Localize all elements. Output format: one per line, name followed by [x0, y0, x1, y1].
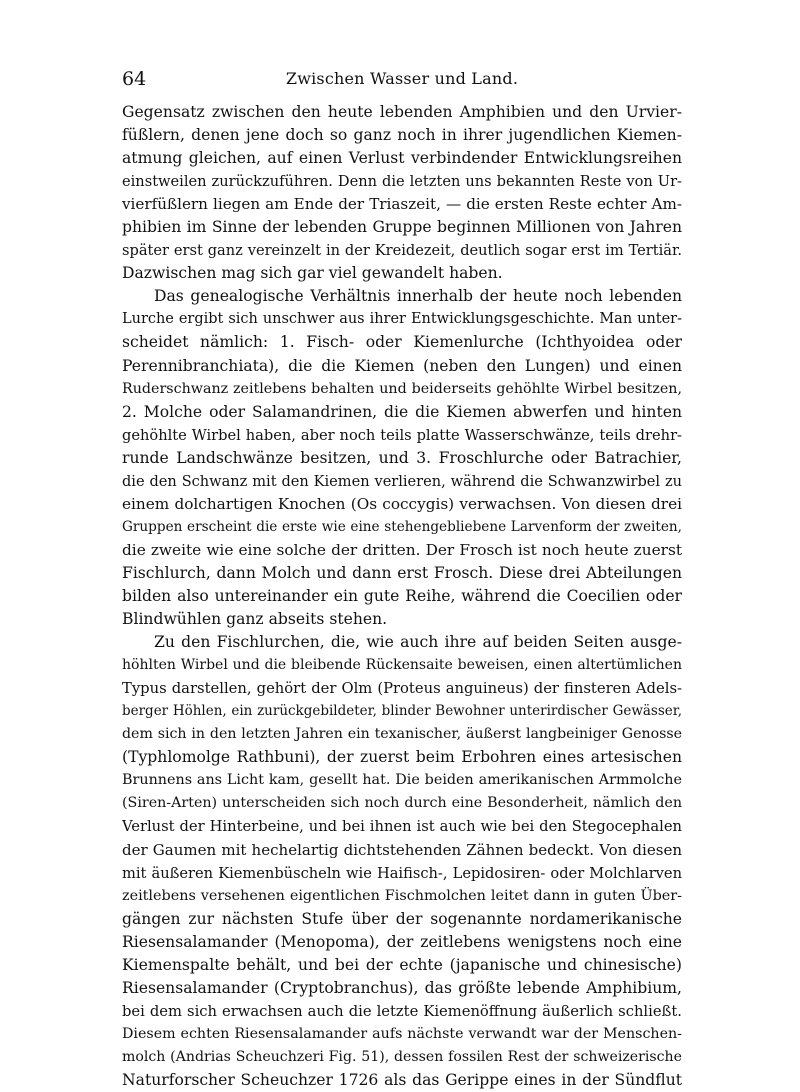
text-line: (Typhlomolge Rathbuni), der zuerst beim Erbohren eines artesischen — [122, 748, 682, 767]
text-line: Riesensalamander (Cryptobranchus), das größte lebende Amphibium, — [122, 978, 682, 997]
text-line: Ruderschwanz zeitlebens behalten und beiderseits gehöhlte Wirbel besitzen, — [122, 380, 682, 397]
text-line: die den Schwanz mit den Kiemen verlieren, während die Schwanzwirbel zu — [122, 472, 682, 490]
text-line: höhlten Wirbel und die bleibende Rückensaite beweisen, einen altertümlichen — [122, 657, 682, 674]
text-line: phibien im Sinne der lebenden Gruppe beginnen Millionen von Jahren — [122, 218, 682, 237]
text-line: Lurche ergibt sich unschwer aus ihrer Entwicklungsgeschichte. Man unter- — [122, 311, 682, 328]
text-line: 2. Molche oder Salamandrinen, die die Kiemen abwerfen und hinten — [122, 402, 682, 421]
text-line: (Siren-Arten) unterscheiden sich noch durch eine Besonderheit, nämlich den — [122, 795, 682, 812]
text-line: später erst ganz vereinzelt in der Kreidezeit, deutlich sogar erst im Tertiär. — [122, 242, 682, 260]
text-line: atmung gleichen, auf einen Verlust verbindender Entwicklungsreihen — [122, 149, 682, 168]
text-line: Diesem echten Riesensalamander aufs nächste verwandt war der Menschen- — [122, 1025, 682, 1042]
text-line: dem sich in den letzten Jahren ein texanischer, äußerst langbeiniger Genosse — [122, 726, 682, 743]
text-line: Fischlurch, dann Molch und dann erst Frosch. Diese drei Abteilungen — [122, 563, 682, 582]
text-line: molch (Andrias Scheuchzeri Fig. 51), dessen fossilen Rest der schweizerische — [122, 1048, 682, 1065]
text-line: gehöhlte Wirbel haben, aber noch teils platte Wasserschwänze, teils drehr- — [122, 426, 682, 444]
text-line: scheidet nämlich: 1. Fisch- oder Kiemenlurche (Ichthyoidea oder — [122, 333, 682, 352]
text-line: Gegensatz zwischen den heute lebenden Amphibien und den Urvier- — [122, 103, 682, 121]
text-line: bilden also untereinander ein gute Reihe, während die Coecilien oder — [122, 586, 682, 605]
text-line: Das genealogische Verhältnis innerhalb der heute noch lebenden — [154, 287, 682, 306]
text-line: Brunnens ans Licht kam, gesellt hat. Die beiden amerikanischen Armmolche — [122, 772, 682, 789]
text-line: zeitlebens versehenen eigentlichen Fischmolchen leitet dann in guten Über- — [122, 887, 682, 904]
text-line: Typus darstellen, gehört der Olm (Proteus anguineus) der finsteren Adels- — [122, 680, 682, 698]
running-head: Zwischen Wasser und Land. — [285, 69, 519, 88]
text-line: bei dem sich erwachsen auch die letzte Kiemenöffnung äußerlich schließt. — [122, 1002, 682, 1020]
text-line: Zu den Fischlurchen, die, wie auch ihre auf beiden Seiten ausge- — [154, 633, 682, 652]
page-header — [122, 66, 682, 92]
text-line: Perennibranchiata), die die Kiemen (neben den Lungen) und einen — [122, 356, 682, 375]
text-line: runde Landschwänze besitzen, und 3. Froschlurche oder Batrachier, — [122, 448, 682, 467]
text-line: Naturforscher Scheuchzer 1726 als das Gerippe eines in der Sündflut — [122, 1070, 682, 1089]
text-line: Gruppen erscheint die erste wie eine stehengebliebene Larvenform der zweiten, — [122, 518, 682, 535]
text-line: Dazwischen mag sich gar viel gewandelt haben. — [122, 264, 503, 283]
text-line: Verlust der Hinterbeine, und bei ihnen ist auch wie bei den Stegocephalen — [122, 818, 682, 836]
page-number: 64 — [122, 68, 147, 90]
text-line: mit äußeren Kiemenbüscheln wie Haifisch-, Lepidosiren- oder Molchlarven — [122, 864, 682, 882]
text-line: einem dolchartigen Knochen (Os coccygis) verwachsen. Von diesen drei — [122, 494, 682, 513]
text-line: Kiemenspalte behält, und bei der echte (japanische und chinesische) — [122, 955, 682, 974]
text-line: die zweite wie eine solche der dritten. Der Frosch ist noch heute zuerst — [122, 540, 682, 559]
text-line: berger Höhlen, ein zurückgebildeter, blinder Bewohner unterirdischer Gewässer, — [122, 703, 682, 720]
text-line: gängen zur nächsten Stufe über der sogenannte nordamerikanische — [122, 909, 682, 928]
text-line: füßlern, denen jene doch so ganz noch in ihrer jugendlichen Kiemen- — [122, 126, 682, 145]
text-line: Blindwühlen ganz abseits stehen. — [122, 610, 388, 629]
text-line: vierfüßlern liegen am Ende der Triaszeit, — die ersten Reste echter Am- — [122, 195, 682, 214]
text-line: einstweilen zurückzuführen. Denn die letzten uns bekannten Reste von Ur- — [122, 173, 682, 191]
text-line: Riesensalamander (Menopoma), der zeitlebens wenigstens noch eine — [122, 932, 682, 951]
body-text — [122, 101, 682, 1092]
text-line: der Gaumen mit hechelartig dichtstehenden Zähnen bedeckt. Von diesen — [122, 840, 682, 859]
